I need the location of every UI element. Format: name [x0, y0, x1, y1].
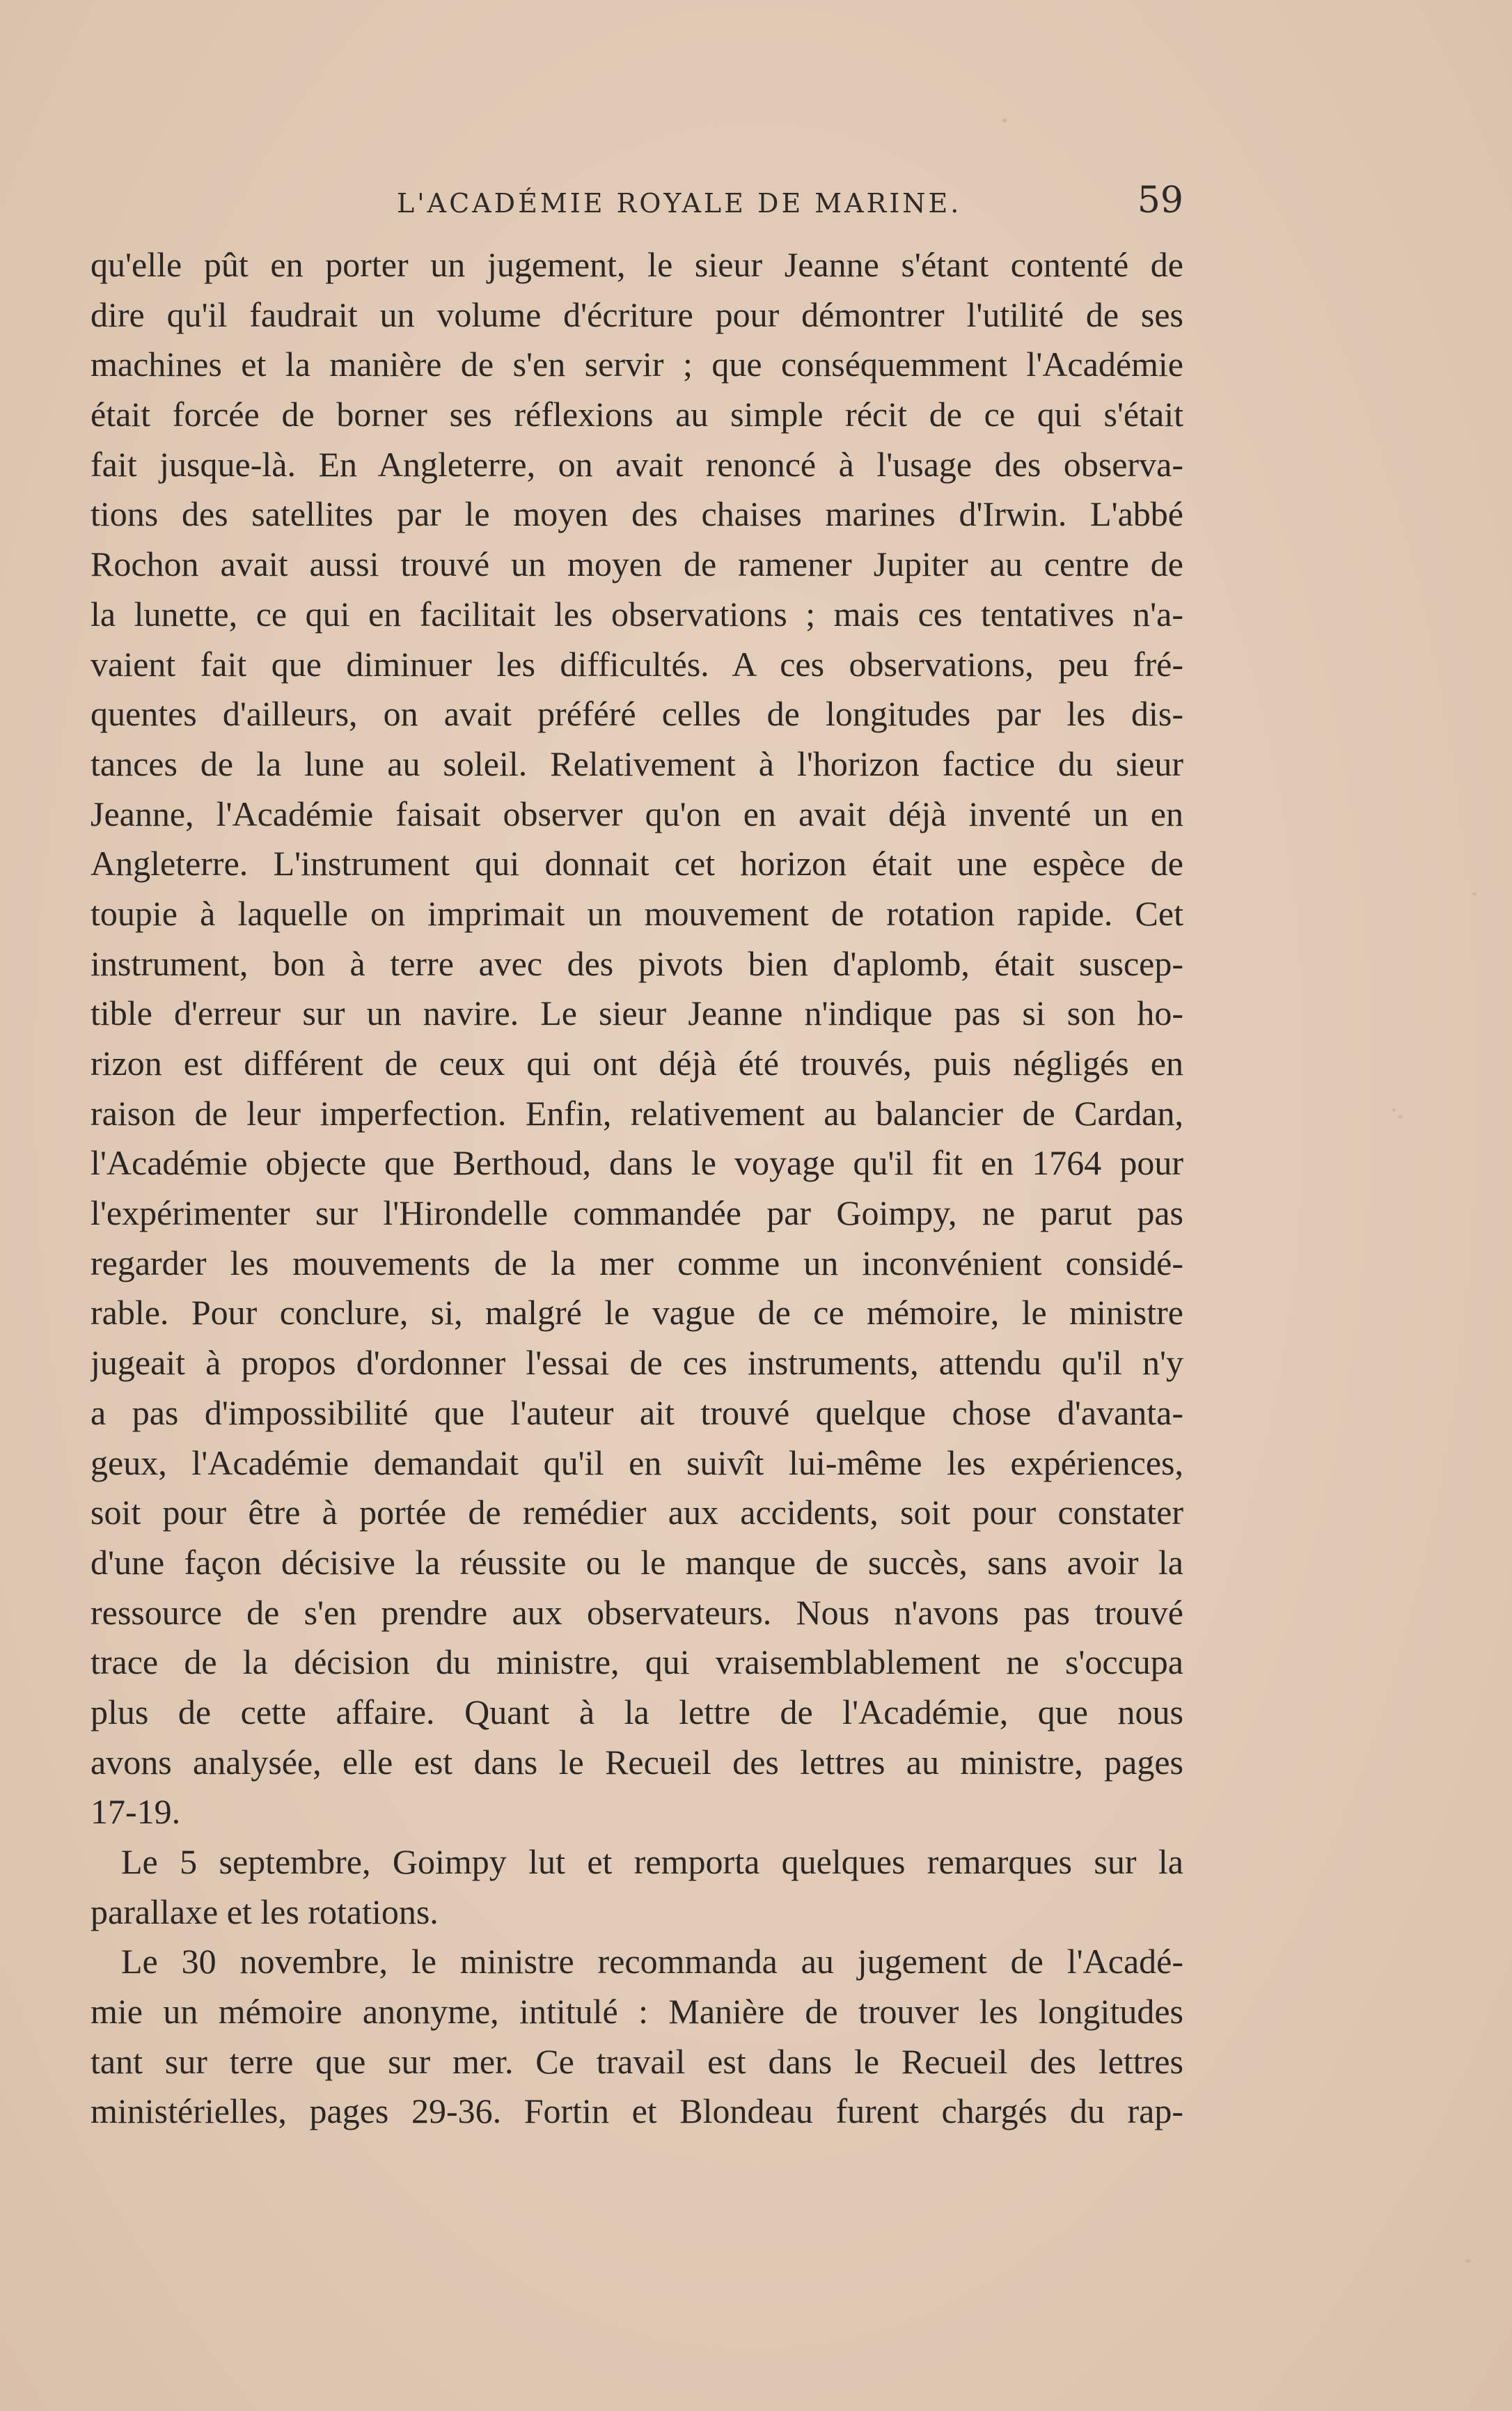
page-number: 59: [1137, 180, 1183, 221]
text-line: rizon est différent de ceux qui ont déjà été trouvés, puis négligés en: [90, 1044, 1183, 1083]
text-line: soit pour être à portée de remédier aux accidents, soit pour constater: [90, 1493, 1183, 1532]
text-line: 17-19.: [90, 1792, 181, 1832]
paper-speck: [1472, 893, 1476, 895]
text-line: quentes d'ailleurs, on avait préféré celles de longitudes par les dis-: [90, 694, 1183, 734]
text-line: parallaxe et les rotations.: [90, 1892, 439, 1931]
text-line: Le 30 novembre, le ministre recommanda au jugement de l'Acadé-: [121, 1942, 1183, 1981]
text-line: toupie à laquelle on imprimait un mouvement de rotation rapide. Cet: [90, 893, 1183, 933]
text-line: Rochon avait aussi trouvé un moyen de ramener Jupiter au centre de: [90, 544, 1183, 584]
text-line: plus de cette affaire. Quant à la lettre de l'Académie, que nous: [90, 1692, 1183, 1731]
text-line: Angleterre. L'instrument qui donnait cet horizon était une espèce de: [90, 844, 1183, 883]
text-line: avons analysée, elle est dans le Recueil des lettres au ministre, pages: [90, 1742, 1183, 1782]
text-line: mie un mémoire anonyme, intitulé : Manière de trouver les longitudes: [90, 1992, 1183, 2032]
text-line: machines et la manière de s'en servir ; que conséquemment l'Académie: [90, 345, 1183, 384]
text-line: raison de leur imperfection. Enfin, relativement au balancier de Cardan,: [90, 1093, 1183, 1133]
text-line: était forcée de borner ses réflexions au simple récit de ce qui s'était: [90, 395, 1183, 434]
text-line: tances de la lune au soleil. Relativement à l'horizon factice du sieur: [90, 744, 1183, 783]
text-line: geux, l'Académie demandait qu'il en suivît lui-même les expériences,: [90, 1443, 1183, 1482]
page-header: [90, 180, 1183, 228]
text-line: a pas d'impossibilité que l'auteur ait trouvé quelque chose d'avanta-: [90, 1392, 1183, 1432]
body-text: [90, 240, 1183, 2137]
text-line: ministérielles, pages 29-36. Fortin et Blondeau furent chargés du rap-: [90, 2091, 1183, 2131]
text-line: Le 5 septembre, Goimpy lut et remporta quelques remarques sur la: [121, 1842, 1183, 1881]
paper-speck: [1398, 1115, 1403, 1118]
text-line: dire qu'il faudrait un volume d'écriture pour démontrer l'utilité de ses: [90, 294, 1183, 334]
text-line: l'expérimenter sur l'Hirondelle commandée par Goimpy, ne parut pas: [90, 1193, 1183, 1233]
running-head: L'ACADÉMIE ROYALE DE MARINE.: [397, 188, 962, 219]
text-line: vaient fait que diminuer les difficultés. A ces observations, peu fré-: [90, 644, 1183, 684]
text-line: d'une façon décisive la réussite ou le manque de succès, sans avoir la: [90, 1542, 1183, 1582]
text-line: tible d'erreur sur un navire. Le sieur Jeanne n'indique pas si son ho-: [90, 994, 1183, 1033]
text-line: regarder les mouvements de la mer comme un inconvénient considé-: [90, 1243, 1183, 1282]
text-line: tant sur terre que sur mer. Ce travail est dans le Recueil des lettres: [90, 2041, 1183, 2081]
text-line: Jeanne, l'Académie faisait observer qu'on en avait déjà inventé un en: [90, 794, 1183, 833]
paper-speck: [1392, 1108, 1396, 1112]
text-line: tions des satellites par le moyen des chaises marines d'Irwin. L'abbé: [90, 494, 1183, 534]
text-line: ressource de s'en prendre aux observateurs. Nous n'avons pas trouvé: [90, 1592, 1183, 1632]
text-line: jugeait à propos d'ordonner l'essai de ces instruments, attendu qu'il n'y: [90, 1343, 1183, 1383]
text-line: la lunette, ce qui en facilitait les observations ; mais ces tentatives n'a-: [90, 594, 1183, 634]
text-line: l'Académie objecte que Berthoud, dans le voyage qu'il fit en 1764 pour: [90, 1143, 1183, 1183]
text-line: instrument, bon à terre avec des pivots bien d'aplomb, était suscep-: [90, 943, 1183, 983]
paper-speck: [1002, 118, 1007, 123]
text-line: fait jusque-là. En Angleterre, on avait renoncé à l'usage des observa-: [90, 444, 1183, 484]
text-line: rable. Pour conclure, si, malgré le vague de ce mémoire, le ministre: [90, 1293, 1183, 1333]
text-line: trace de la décision du ministre, qui vraisemblablement ne s'occupa: [90, 1642, 1183, 1682]
text-line: qu'elle pût en porter un jugement, le sieur Jeanne s'étant contenté de: [90, 245, 1183, 284]
paper-speck: [1465, 2259, 1471, 2263]
